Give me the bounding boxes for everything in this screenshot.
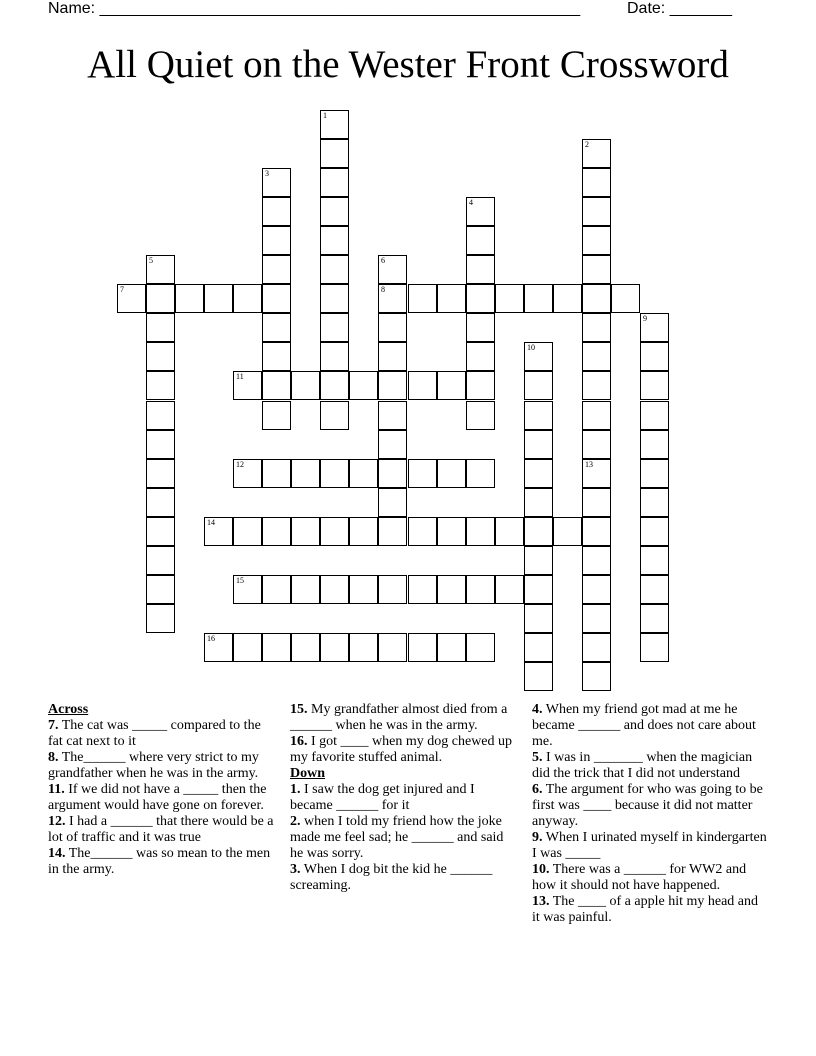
grid-cell[interactable]	[524, 430, 553, 459]
clue-number: 12	[236, 460, 244, 469]
grid-cell[interactable]	[640, 430, 669, 459]
grid-cell[interactable]	[291, 517, 320, 546]
grid-cell[interactable]	[437, 371, 466, 400]
grid-cell[interactable]	[262, 197, 291, 226]
grid-cell[interactable]	[320, 459, 349, 488]
grid-cell[interactable]	[582, 313, 611, 342]
grid-cell[interactable]	[262, 517, 291, 546]
grid-cell[interactable]	[640, 546, 669, 575]
grid-cell[interactable]	[262, 401, 291, 430]
grid-cell[interactable]	[582, 604, 611, 633]
clue-number: 2	[585, 140, 589, 149]
grid-cell[interactable]	[291, 633, 320, 662]
grid-cell[interactable]	[320, 197, 349, 226]
grid-cell[interactable]	[320, 342, 349, 371]
grid-cell[interactable]	[262, 371, 291, 400]
grid-cell[interactable]	[582, 168, 611, 197]
clue-column-1	[48, 702, 276, 878]
grid-cell[interactable]	[524, 459, 553, 488]
clue-item	[532, 894, 768, 926]
grid-cell[interactable]	[640, 342, 669, 371]
grid-cell[interactable]	[582, 284, 611, 313]
clue-item	[48, 846, 276, 878]
grid-cell[interactable]	[233, 371, 262, 400]
grid-cell[interactable]	[611, 284, 640, 313]
grid-cell[interactable]	[524, 517, 553, 546]
clue-text: When I dog bit the kid he ______ screaming.	[290, 862, 493, 893]
clue-text: I saw the dog get injured and I became ______ for it	[290, 782, 475, 813]
grid-cell[interactable]	[495, 575, 524, 604]
clue-number: 10	[527, 343, 535, 352]
grid-cell[interactable]	[378, 255, 407, 284]
clue-number: 16	[207, 634, 215, 643]
grid-cell[interactable]	[146, 546, 175, 575]
grid-cell[interactable]	[378, 371, 407, 400]
grid-cell[interactable]	[378, 401, 407, 430]
clue-text: when I told my friend how the joke made me feel sad; he ______ and said he was sorry.	[290, 814, 504, 861]
grid-cell[interactable]	[582, 459, 611, 488]
clue-number-label: 12.	[48, 814, 66, 829]
grid-cell[interactable]	[204, 284, 233, 313]
grid-cell[interactable]	[466, 313, 495, 342]
grid-cell[interactable]	[233, 517, 262, 546]
grid-cell[interactable]	[262, 313, 291, 342]
grid-cell[interactable]	[524, 488, 553, 517]
grid-cell[interactable]	[582, 488, 611, 517]
grid-cell[interactable]	[262, 575, 291, 604]
clue-number-label: 2.	[290, 814, 301, 829]
grid-cell[interactable]	[320, 371, 349, 400]
grid-cell[interactable]	[466, 459, 495, 488]
grid-cell[interactable]	[320, 313, 349, 342]
clue-text: If we did not have a _____ then the argument would have gone on forever.	[48, 782, 267, 813]
grid-cell[interactable]	[640, 401, 669, 430]
grid-cell[interactable]	[349, 575, 378, 604]
clue-number: 14	[207, 518, 215, 527]
grid-cell[interactable]	[378, 313, 407, 342]
grid-cell[interactable]	[378, 488, 407, 517]
grid-cell[interactable]	[146, 517, 175, 546]
clue-number-label: 15.	[290, 702, 308, 717]
grid-cell[interactable]	[320, 139, 349, 168]
grid-cell[interactable]	[640, 517, 669, 546]
clue-number: 13	[585, 460, 593, 469]
grid-cell[interactable]	[582, 342, 611, 371]
grid-cell[interactable]	[582, 255, 611, 284]
grid-cell[interactable]	[146, 430, 175, 459]
grid-cell[interactable]	[495, 517, 524, 546]
grid-cell[interactable]	[204, 517, 233, 546]
grid-cell[interactable]	[262, 342, 291, 371]
clue-number-label: 13.	[532, 894, 550, 909]
grid-cell[interactable]	[291, 575, 320, 604]
clue-text: The cat was _____ compared to the fat cat next to it	[48, 718, 261, 749]
grid-cell[interactable]	[466, 226, 495, 255]
grid-cell[interactable]	[524, 284, 553, 313]
grid-cell[interactable]	[262, 284, 291, 313]
grid-cell[interactable]	[349, 459, 378, 488]
grid-cell[interactable]	[408, 633, 437, 662]
grid-cell[interactable]	[146, 459, 175, 488]
clue-number-label: 10.	[532, 862, 550, 877]
clue-number: 6	[381, 256, 385, 265]
clue-item	[532, 830, 768, 862]
clue-number: 1	[323, 111, 327, 120]
grid-cell[interactable]	[524, 371, 553, 400]
grid-cell[interactable]	[582, 226, 611, 255]
clue-item	[48, 782, 276, 814]
grid-cell[interactable]	[466, 284, 495, 313]
grid-cell[interactable]	[640, 575, 669, 604]
grid-cell[interactable]	[320, 401, 349, 430]
clue-number: 11	[236, 372, 244, 381]
grid-cell[interactable]	[640, 313, 669, 342]
grid-cell[interactable]	[408, 371, 437, 400]
grid-cell[interactable]	[437, 575, 466, 604]
grid-cell[interactable]	[437, 284, 466, 313]
clue-number-label: 11.	[48, 782, 65, 797]
grid-cell[interactable]	[262, 226, 291, 255]
clue-text: I had a ______ that there would be a lot of traffic and it was true	[48, 814, 274, 845]
grid-cell[interactable]	[437, 633, 466, 662]
grid-cell[interactable]	[378, 459, 407, 488]
grid-cell[interactable]	[437, 459, 466, 488]
clue-column-2	[290, 702, 516, 894]
clue-number-label: 8.	[48, 750, 59, 765]
clue-item	[532, 750, 768, 782]
grid-cell[interactable]	[291, 459, 320, 488]
grid-cell[interactable]	[437, 517, 466, 546]
grid-cell[interactable]	[320, 255, 349, 284]
clue-text: The______ where very strict to my grandfather when he was in the army.	[48, 750, 259, 781]
grid-cell[interactable]	[582, 546, 611, 575]
grid-cell[interactable]	[378, 633, 407, 662]
grid-cell[interactable]	[582, 575, 611, 604]
grid-cell[interactable]	[466, 517, 495, 546]
clue-number: 4	[469, 198, 473, 207]
grid-cell[interactable]	[233, 575, 262, 604]
grid-cell[interactable]	[146, 255, 175, 284]
clue-text: The______ was so mean to the men in the army.	[48, 846, 271, 877]
grid-cell[interactable]	[146, 371, 175, 400]
grid-cell[interactable]	[146, 313, 175, 342]
grid-cell[interactable]	[349, 371, 378, 400]
clue-text: I got ____ when my dog chewed up my favorite stuffed animal.	[290, 734, 513, 765]
clue-number-label: 14.	[48, 846, 66, 861]
grid-cell[interactable]	[262, 168, 291, 197]
grid-cell[interactable]	[262, 633, 291, 662]
grid-cell[interactable]	[524, 633, 553, 662]
grid-cell[interactable]	[175, 284, 204, 313]
grid-cell[interactable]	[146, 342, 175, 371]
grid-cell[interactable]	[582, 517, 611, 546]
name-field-line: Name: ______________________________________________________	[48, 0, 581, 17]
grid-cell[interactable]	[640, 604, 669, 633]
clue-number-label: 5.	[532, 750, 543, 765]
clue-number: 9	[643, 314, 647, 323]
clue-text: When my friend got mad at me he became ______ and does not care about me.	[532, 702, 756, 749]
clue-number-label: 9.	[532, 830, 543, 845]
grid-cell[interactable]	[233, 284, 262, 313]
page-title: All Quiet on the Wester Front Crossword	[87, 43, 729, 86]
clue-number-label: 6.	[532, 782, 543, 797]
clue-item	[290, 782, 516, 814]
grid-cell[interactable]	[349, 517, 378, 546]
grid-cell[interactable]	[466, 342, 495, 371]
clue-number-label: 1.	[290, 782, 301, 797]
grid-cell[interactable]	[320, 633, 349, 662]
clue-item	[290, 814, 516, 862]
grid-cell[interactable]	[524, 342, 553, 371]
grid-cell[interactable]	[466, 255, 495, 284]
grid-cell[interactable]	[146, 401, 175, 430]
grid-cell[interactable]	[582, 371, 611, 400]
grid-cell[interactable]	[408, 284, 437, 313]
grid-cell[interactable]	[378, 342, 407, 371]
grid-cell[interactable]	[582, 430, 611, 459]
clue-number: 15	[236, 576, 244, 585]
grid-cell[interactable]	[524, 401, 553, 430]
grid-cell[interactable]	[640, 633, 669, 662]
grid-cell[interactable]	[582, 197, 611, 226]
grid-cell[interactable]	[320, 575, 349, 604]
grid-cell[interactable]	[582, 662, 611, 691]
grid-cell[interactable]	[320, 168, 349, 197]
grid-cell[interactable]	[378, 284, 407, 313]
grid-cell[interactable]	[146, 604, 175, 633]
section-heading-across: Across	[48, 702, 89, 717]
grid-cell[interactable]	[262, 255, 291, 284]
clue-item	[532, 702, 768, 750]
clue-number: 7	[120, 285, 124, 294]
clue-item	[290, 734, 516, 766]
clue-number-label: 3.	[290, 862, 301, 877]
clue-item	[532, 862, 768, 894]
clue-number-label: 7.	[48, 718, 59, 733]
grid-cell[interactable]	[524, 604, 553, 633]
clue-text: I was in _______ when the magician did the trick that I did not understand	[532, 750, 753, 781]
grid-cell[interactable]	[320, 110, 349, 139]
clue-item	[48, 814, 276, 846]
grid-cell[interactable]	[146, 575, 175, 604]
grid-cell[interactable]	[524, 575, 553, 604]
grid-cell[interactable]	[582, 139, 611, 168]
clue-item	[290, 862, 516, 894]
clue-text: When I urinated myself in kindergarten I was _____	[532, 830, 767, 861]
grid-cell[interactable]	[466, 401, 495, 430]
grid-cell[interactable]	[495, 284, 524, 313]
grid-cell[interactable]	[408, 459, 437, 488]
grid-cell[interactable]	[378, 430, 407, 459]
section-heading-down: Down	[290, 766, 326, 781]
clue-text: My grandfather almost died from a ______ when he was in the army.	[290, 702, 508, 733]
clue-item	[290, 702, 516, 734]
clue-number-label: 4.	[532, 702, 543, 717]
grid-cell[interactable]	[408, 575, 437, 604]
grid-cell[interactable]	[349, 633, 378, 662]
grid-cell[interactable]	[640, 488, 669, 517]
grid-cell[interactable]	[378, 575, 407, 604]
clue-text: The ____ of a apple hit my head and it was painful.	[532, 894, 759, 925]
grid-cell[interactable]	[233, 459, 262, 488]
grid-cell[interactable]	[320, 284, 349, 313]
grid-cell[interactable]	[524, 546, 553, 575]
grid-cell[interactable]	[146, 284, 175, 313]
grid-cell[interactable]	[320, 517, 349, 546]
clue-item	[48, 718, 276, 750]
grid-cell[interactable]	[553, 284, 582, 313]
clue-item	[48, 750, 276, 782]
grid-cell[interactable]	[466, 575, 495, 604]
grid-cell[interactable]	[408, 517, 437, 546]
grid-cell[interactable]	[262, 459, 291, 488]
grid-cell[interactable]	[378, 517, 407, 546]
clue-number: 3	[265, 169, 269, 178]
grid-cell[interactable]	[466, 197, 495, 226]
clue-text: There was a ______ for WW2 and how it should not have happened.	[532, 862, 747, 893]
grid-cell[interactable]	[582, 633, 611, 662]
grid-cell[interactable]	[524, 662, 553, 691]
clue-number: 5	[149, 256, 153, 265]
grid-cell[interactable]	[291, 371, 320, 400]
grid-cell[interactable]	[466, 633, 495, 662]
grid-cell[interactable]	[466, 371, 495, 400]
grid-cell[interactable]	[146, 488, 175, 517]
clue-number: 8	[381, 285, 385, 294]
grid-cell[interactable]	[233, 633, 262, 662]
clue-text: The argument for who was going to be first was ____ because it did not matter anyway.	[532, 782, 763, 829]
grid-cell[interactable]	[640, 371, 669, 400]
grid-cell[interactable]	[320, 226, 349, 255]
clue-number-label: 16.	[290, 734, 308, 749]
clue-item	[532, 782, 768, 830]
date-field-line: Date: _______	[627, 0, 732, 17]
grid-cell[interactable]	[582, 401, 611, 430]
clue-column-3	[532, 702, 768, 926]
grid-cell[interactable]	[640, 459, 669, 488]
grid-cell[interactable]	[117, 284, 146, 313]
grid-cell[interactable]	[553, 517, 582, 546]
grid-cell[interactable]	[204, 633, 233, 662]
